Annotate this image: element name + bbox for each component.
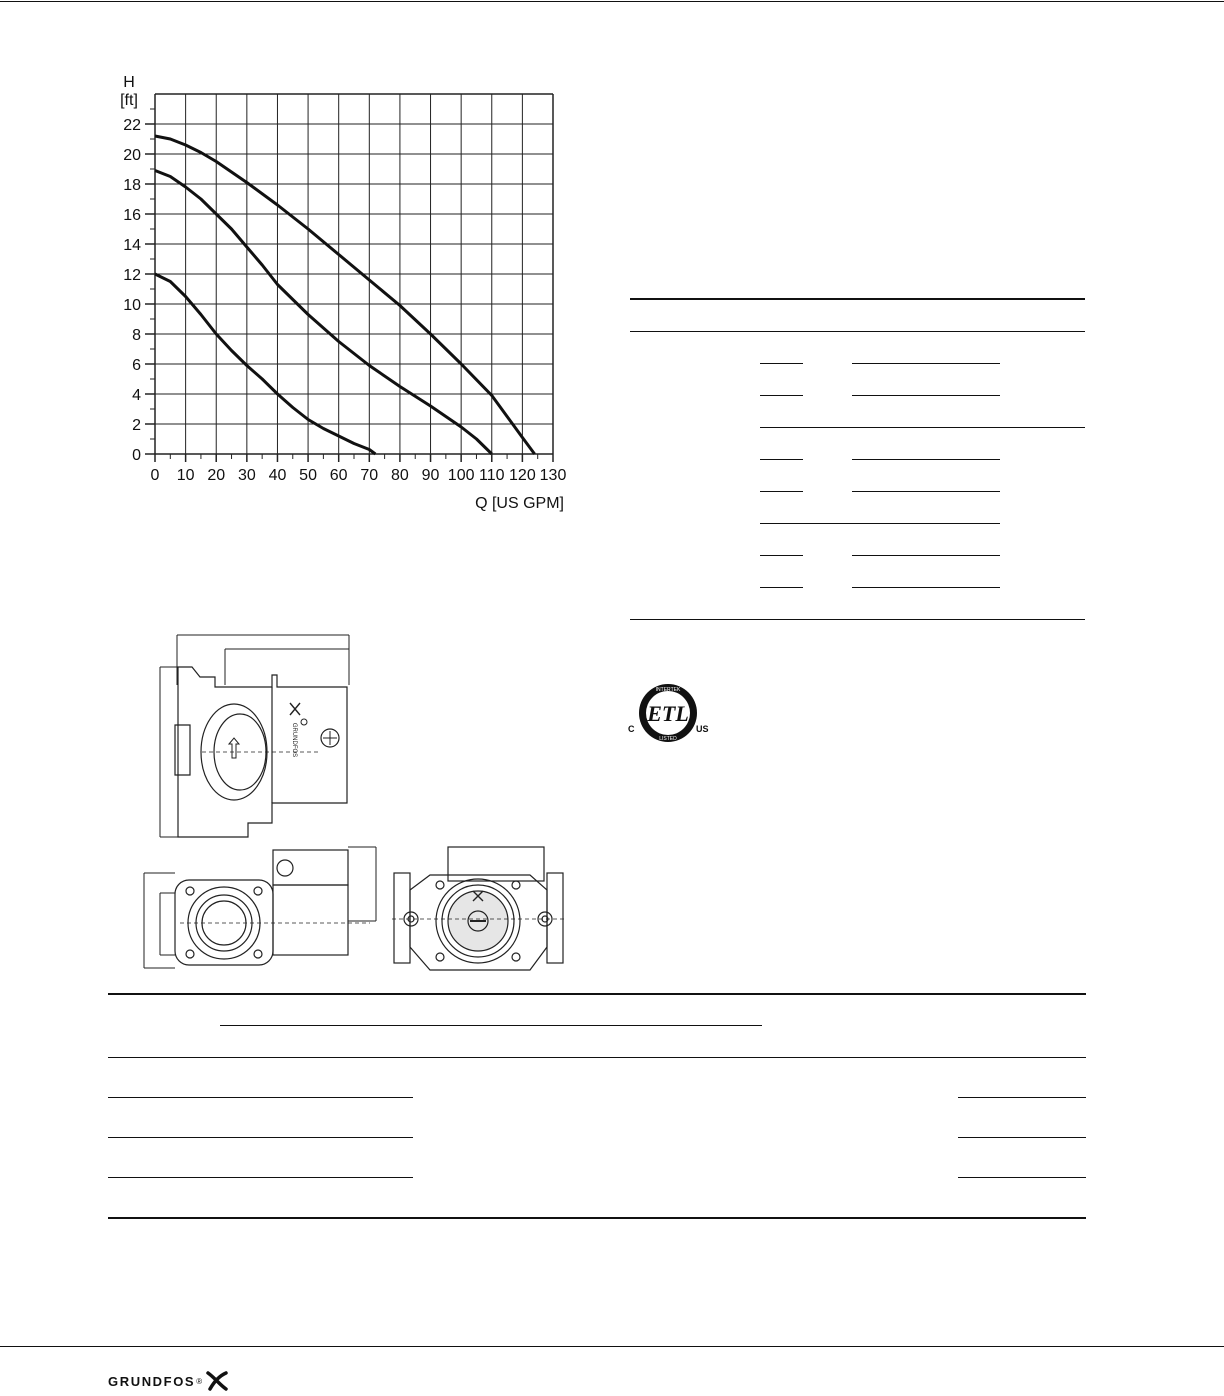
brand-name: GRUNDFOS [108, 1373, 196, 1389]
grundfos-logo [108, 1366, 229, 1396]
chart-ticks [123, 109, 566, 484]
top-border-line [0, 1, 1224, 2]
bottom-table-row-rule [108, 1097, 413, 1098]
y-tick-label: 22 [123, 117, 141, 134]
y-tick-label: 16 [123, 207, 141, 224]
spec-table-group-rule [760, 427, 1085, 428]
x-axis-label: Q [US GPM] [475, 495, 564, 512]
pump-front-view [392, 847, 566, 970]
x-tick-label: 120 [509, 467, 536, 484]
pump-curve [155, 171, 492, 455]
svg-text:GRUNDFOS: GRUNDFOS [291, 722, 297, 758]
bottom-table-bottom-rule [108, 1217, 1086, 1219]
y-tick-label: 0 [132, 447, 141, 464]
x-tick-label: 10 [176, 467, 195, 484]
spec-table-row-rule [852, 587, 1000, 588]
x-tick-label: 70 [360, 467, 379, 484]
spec-table-row-rule [760, 395, 803, 396]
spec-table-row-rule [852, 555, 1000, 556]
spec-table-row-rule [852, 363, 1000, 364]
spec-table-row-rule [760, 491, 803, 492]
bottom-table-top-rule [108, 993, 1086, 995]
x-tick-label: 60 [329, 467, 348, 484]
etl-certification-mark [625, 678, 715, 748]
spec-table-header-rule [630, 331, 1085, 332]
y-tick-label: 18 [123, 177, 141, 194]
bottom-table-row-rule [108, 1137, 413, 1138]
spec-table-top-rule [630, 298, 1085, 300]
x-tick-label: 100 [447, 467, 475, 484]
spec-table-row-rule [852, 395, 1000, 396]
x-tick-label: 0 [150, 467, 160, 484]
grundfos-symbol-icon [205, 1370, 229, 1392]
pump-performance-chart [100, 60, 580, 520]
y-tick-label: 6 [132, 357, 141, 374]
x-tick-label: 130 [539, 467, 567, 484]
x-tick-label: 90 [421, 467, 440, 484]
y-axis-label-unit: [ft] [120, 92, 138, 109]
x-tick-label: 30 [237, 467, 256, 484]
y-tick-label: 12 [123, 267, 141, 284]
pump-side-view [160, 635, 349, 837]
y-tick-label: 14 [123, 237, 141, 254]
x-tick-label: 80 [391, 467, 409, 484]
spec-table-group-rule [760, 523, 1000, 524]
footer-border-line [0, 1346, 1224, 1347]
svg-text:INTERTEK: INTERTEK [655, 687, 681, 693]
x-tick-label: 20 [207, 467, 226, 484]
svg-text:C: C [628, 724, 635, 734]
x-tick-label: 50 [299, 467, 317, 484]
bottom-table-row-rule [958, 1177, 1086, 1178]
y-tick-label: 4 [132, 387, 141, 404]
spec-table-row-rule [760, 555, 803, 556]
y-tick-label: 8 [132, 327, 141, 344]
pump-dimension-drawings [130, 625, 580, 990]
svg-text:LISTED: LISTED [659, 736, 677, 742]
x-tick-label: 110 [479, 467, 505, 484]
x-tick-label: 40 [268, 467, 287, 484]
pump-bottom-view [144, 847, 376, 968]
bottom-table-header-rule [108, 1057, 1086, 1058]
y-tick-label: 2 [132, 417, 141, 434]
bottom-table-row-rule [958, 1097, 1086, 1098]
svg-text:ETL: ETL [647, 701, 689, 726]
bottom-table-row-rule [108, 1177, 413, 1178]
spec-table-row-rule [852, 459, 1000, 460]
bottom-table-row-rule [958, 1137, 1086, 1138]
y-tick-label: 10 [123, 297, 141, 314]
bottom-table-span-rule [220, 1025, 762, 1026]
y-axis-label-symbol: H [123, 74, 135, 91]
spec-table-row-rule [760, 587, 803, 588]
spec-table-row-rule [760, 363, 803, 364]
spec-table-row-rule [852, 491, 1000, 492]
spec-table-row-rule [760, 459, 803, 460]
y-tick-label: 20 [123, 147, 141, 164]
svg-text:US: US [696, 724, 709, 734]
spec-table-bottom-rule [630, 619, 1085, 620]
registered-mark: ® [196, 1376, 203, 1386]
